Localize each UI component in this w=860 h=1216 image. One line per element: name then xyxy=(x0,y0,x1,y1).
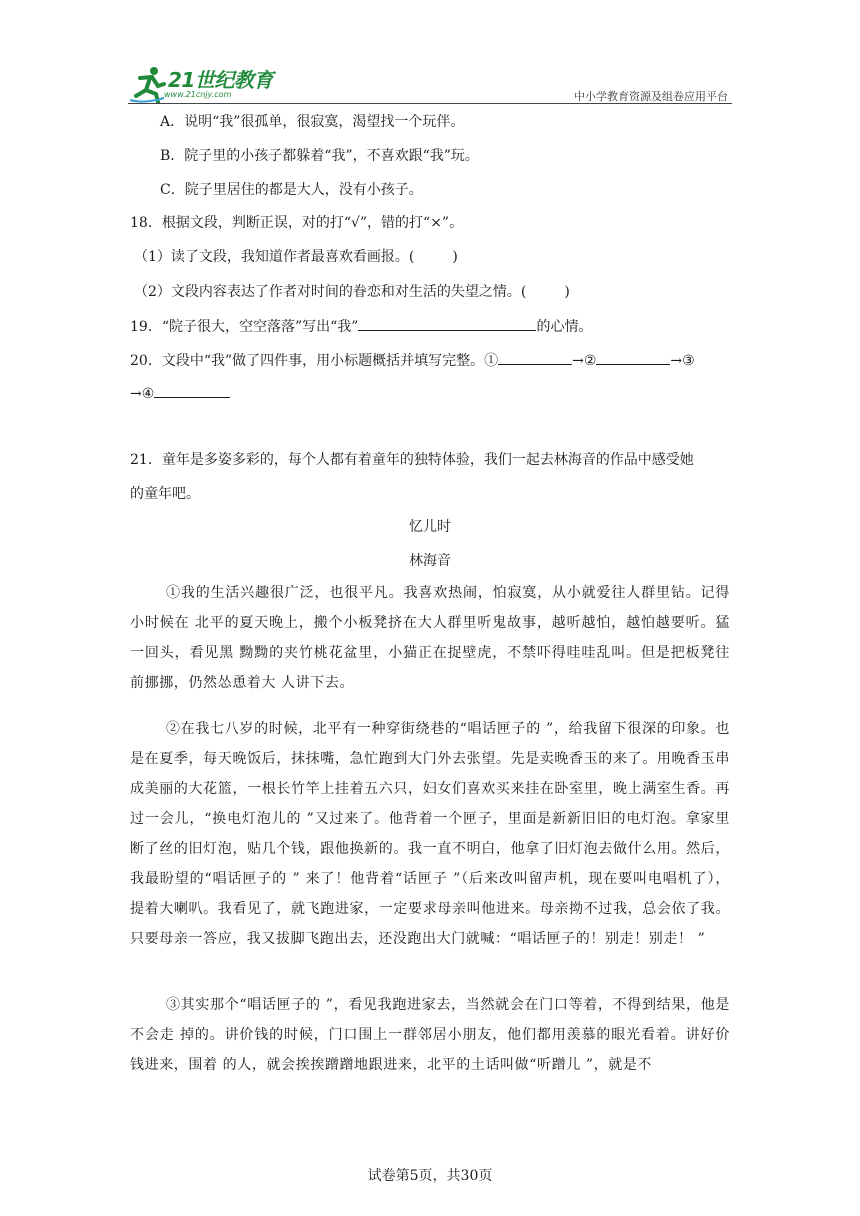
answer-blank[interactable] xyxy=(358,316,536,331)
page-header xyxy=(0,0,860,110)
platform-name: 中小学教育资源及组卷应用平台 xyxy=(574,90,728,103)
question-20-line-2 xyxy=(130,383,230,404)
question-18-item-2-text: （2）文段内容表达了作者对时间的眷恋和对生活的失望之情。( xyxy=(134,284,527,300)
question-20-text: 20．文段中“我”做了四件事，用小标题概括并填写完整。① xyxy=(130,353,499,369)
option-a: A．说明“我”很孤单，很寂寞，渴望找一个玩伴。 xyxy=(160,114,465,130)
question-18-item-1-text: （1）读了文段，我知道作者最喜欢看画报。( xyxy=(134,249,415,265)
logo-text: 21世纪教育 xyxy=(168,68,273,92)
answer-blank-1[interactable] xyxy=(498,350,572,365)
question-18-item-2-close: ) xyxy=(564,284,570,300)
question-19-after: 的心情。 xyxy=(536,319,593,335)
page-footer: 试卷第5页，共30页 xyxy=(367,1168,493,1184)
header-divider xyxy=(128,103,732,104)
question-20-arrow-3: →③ xyxy=(670,353,695,369)
article-author: 林海音 xyxy=(409,553,451,569)
answer-blank-2[interactable] xyxy=(596,350,670,365)
question-20-arrow-2: →② xyxy=(572,353,597,369)
question-19 xyxy=(130,316,592,337)
logo-runner-icon xyxy=(128,64,168,104)
question-21-line-1: 21．童年是多姿多彩的，每个人都有着童年的独特体验，我们一起去林海音的作品中感受她 xyxy=(130,452,694,468)
question-18-item-1-close: ) xyxy=(452,249,458,265)
question-21-line-2: 的童年吧。 xyxy=(130,486,200,502)
question-18-item-1 xyxy=(134,247,458,267)
logo-url: www.21cnjy.com xyxy=(164,90,232,99)
question-20-line-1 xyxy=(130,350,695,371)
option-b: B．院子里的小孩子都躲着“我”，不喜欢跟“我”玩。 xyxy=(160,148,479,164)
question-18-stem: 18．根据文段，判断正误，对的打“√”，错的打“×”。 xyxy=(130,215,464,231)
article-title: 忆儿时 xyxy=(409,519,451,535)
question-18-item-2 xyxy=(134,282,570,302)
article-paragraph-1: ①我的生活兴趣很广泛，也很平凡。我喜欢热闹，怕寂寞，从小就爱往人群里钻。记得小时候在 北平的夏天晚上，搬个小板凳挤在大人群里听鬼故事，越听越怕，越怕越要听。猛一回头，看见黑 黝黝的夹竹桃花盆里，小猫正在捉壁虎，不禁吓得哇哇乱叫。但是把板凳往前挪挪，仍然怂恿着大 人讲下去。 xyxy=(130,585,730,691)
article-paragraph-2: ②在我七八岁的时候，北平有一种穿街绕巷的“唱话匣子的 ”，给我留下很深的印象。也是在夏季，每天晚饭后，抹抹嘴，急忙跑到大门外去张望。先是卖晚香玉的来了。用晚香玉串成美丽的大花篮，一根长竹竿上挂着五六只，妇女们喜欢买来挂在卧室里，晚上满室生香。再过一会儿，“换电灯泡儿的 ”又过来了。他背着一个匣子，里面是新新旧旧的电灯泡。拿家里断了丝的旧灯泡，贴几个钱，跟他换新的。我一直不明白，他拿了旧灯泡去做什么用。然后，我最盼望的“唱话匣子的 ” 来了！他背着“话匣子 ”（后来改叫留声机，现在要叫电唱机了），提着大喇叭。我看见了，就飞跑进家，一定要求母亲叫他进来。母亲拗不过我，总会依了我。只要母亲一答应，我又拔脚飞跑出去，还没跑出大门就喊：“唱话匣子的！别走！别走！ ” xyxy=(130,721,730,947)
question-20-arrow-4: →④ xyxy=(130,386,155,402)
article-paragraph-3: ③其实那个“唱话匣子的 ”，看见我跑进家去，当然就会在门口等着，不得到结果，他是不会走 掉的。讲价钱的时候，门口围上一群邻居小朋友，他们都用羡慕的眼光看着。讲好价钱进来，围着 的人，就会挨挨蹭蹭地跟进来，北平的土话叫做“听蹭儿 ”，就是不 xyxy=(130,997,730,1073)
option-c: C．院子里居住的都是大人，没有小孩子。 xyxy=(160,182,423,198)
question-19-before: 19．“院子很大，空空落落”写出“我” xyxy=(130,319,359,335)
answer-blank-4[interactable] xyxy=(154,383,230,398)
